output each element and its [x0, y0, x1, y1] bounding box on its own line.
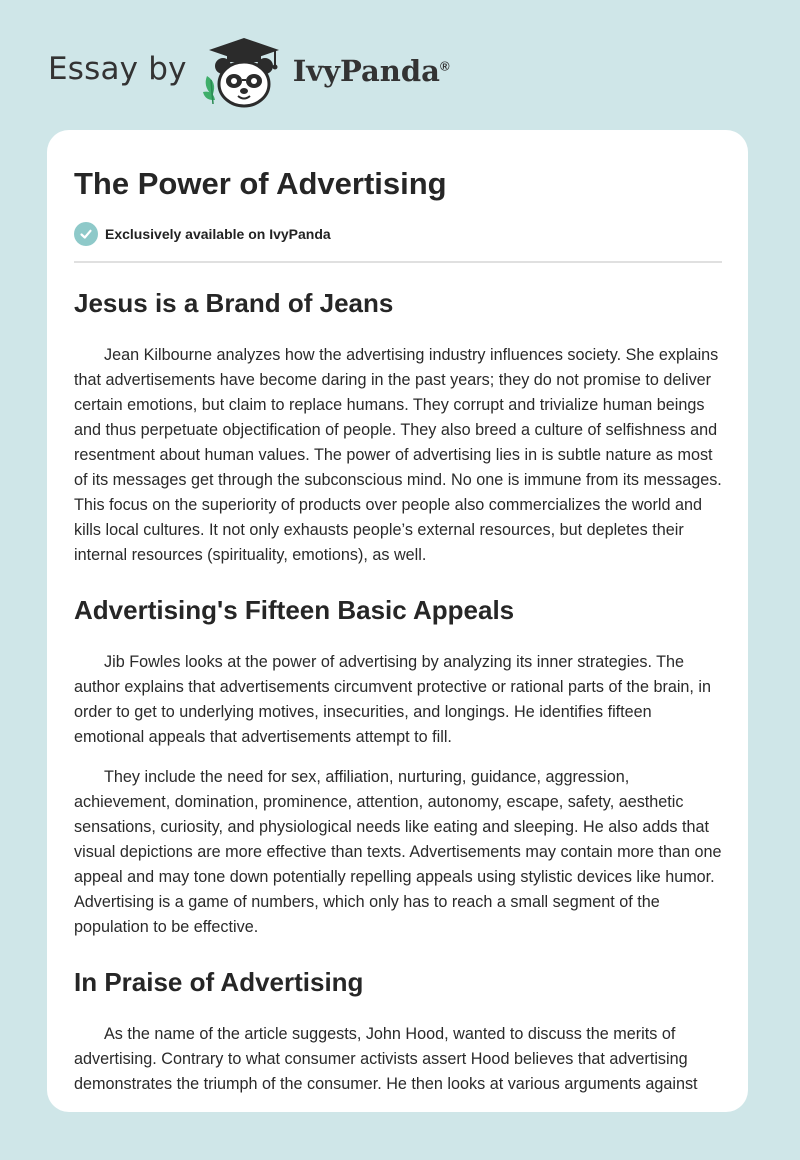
divider — [74, 261, 722, 263]
section-heading: Advertising's Fifteen Basic Appeals — [74, 595, 515, 625]
page-title: The Power of Advertising — [74, 166, 447, 201]
paragraph: Jib Fowles looks at the power of advertising by analyzing its inner strategies. The author explains that advertisements circumvent protective or rational parts of the brain, in order to get to underlying motives, insecurities, and longings. He identifies fifteen emotional appeals that advertisements attempt to fill. — [74, 653, 712, 746]
essay-body — [74, 280, 722, 1097]
site-header — [48, 34, 450, 110]
badge-label: Exclusively available on IvyPanda — [105, 226, 331, 242]
paragraph: They include the need for sex, affiliation, nurturing, guidance, aggression, achievement, domination, prominence, attention, autonomy, escape, safety, aesthetic sensations, curiosity, and physiological needs like eating and sleeping. He also adds that visual depictions are more effective than texts. Advertisements may contain more than one appeal and may tone down potentially repelling appeals using stylistic devices like humor. Advertising is a game of numbers, which only has to reach a small segment of the population to be effective. — [74, 768, 722, 936]
essay-by-label: Essay by — [48, 51, 187, 87]
brand-name[interactable]: IvyPanda® — [292, 54, 450, 88]
section-heading: Jesus is a Brand of Jeans — [74, 288, 394, 318]
section-heading: In Praise of Advertising — [74, 967, 364, 997]
checkmark-icon — [74, 222, 98, 246]
paragraph: As the name of the article suggests, John Hood, wanted to discuss the merits of advertising. Contrary to what consumer activists assert Hood believes that advertising demonstrates the triumph of the consumer. He then looks at various arguments against — [74, 1025, 698, 1093]
essay-card — [47, 130, 748, 1112]
paragraph: Jean Kilbourne analyzes how the advertising industry influences society. She explains that advertisements have become daring in the past years; they do not promise to deliver certain emotions, but claim to replace humans. They corrupt and trivialize human beings and thus perpetuate objectification of people. They also breed a culture of selfishness and resentment about human values. The power of advertising lies in is subtle nature as most of its messages get through the subconscious mind. No one is immune from its messages. This focus on the superiority of products over people also commercializes the world and kills local cultures. It not only exhausts people’s external resources, but depletes their internal resources (spirituality, emotions), as well. — [74, 346, 722, 564]
exclusive-badge — [74, 222, 331, 246]
panda-logo-icon[interactable] — [199, 34, 289, 110]
